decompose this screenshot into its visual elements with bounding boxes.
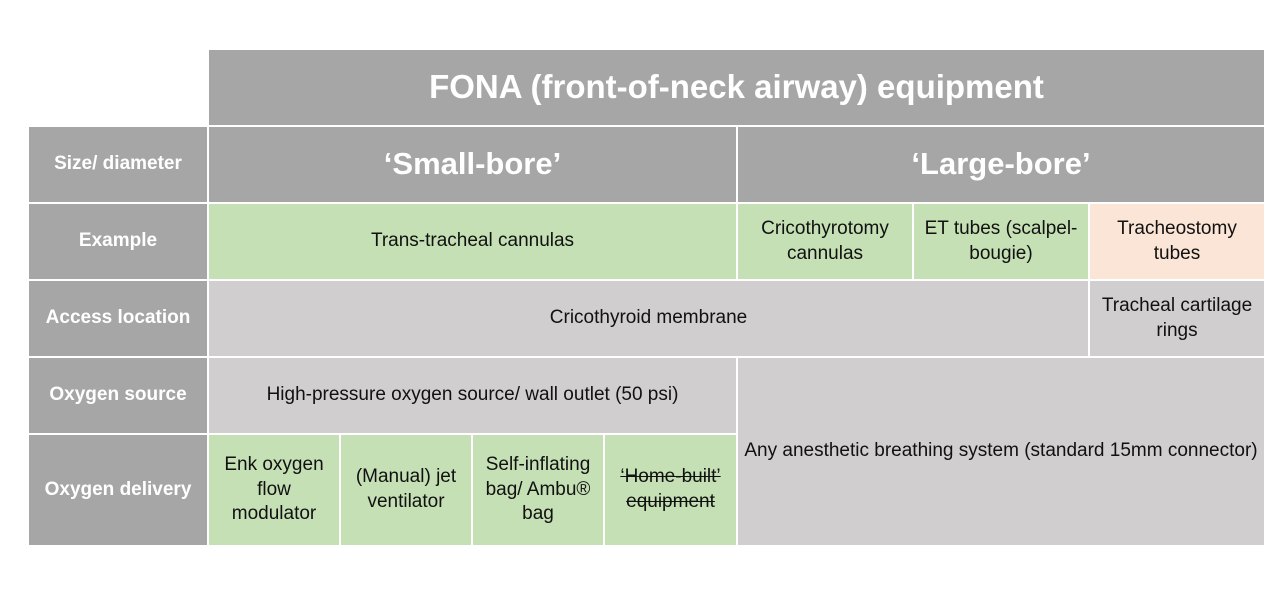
access-cricothyroid: Cricothyroid membrane bbox=[209, 281, 1088, 356]
fona-equipment-table bbox=[29, 50, 1258, 538]
row-label-access-location: Access location bbox=[29, 281, 207, 356]
row-label-size-diameter: Size/ diameter bbox=[29, 127, 207, 202]
small-bore-header: ‘Small-bore’ bbox=[209, 127, 736, 202]
oxygen-source-high-pressure: High-pressure oxygen source/ wall outlet (50 psi) bbox=[209, 358, 736, 433]
example-tracheostomy: Tracheostomy tubes bbox=[1090, 204, 1264, 279]
delivery-self-inflating: Self-inflating bag/ Ambu® bag bbox=[473, 435, 603, 545]
example-trans-tracheal: Trans-tracheal cannulas bbox=[209, 204, 736, 279]
row-label-example: Example bbox=[29, 204, 207, 279]
table-title: FONA (front-of-neck airway) equipment bbox=[209, 50, 1264, 125]
example-et-tubes: ET tubes (scalpel-bougie) bbox=[914, 204, 1088, 279]
delivery-manual-jet: (Manual) jet ventilator bbox=[341, 435, 471, 545]
access-tracheal-rings: Tracheal cartilage rings bbox=[1090, 281, 1264, 356]
delivery-enk: Enk oxygen flow modulator bbox=[209, 435, 339, 545]
oxygen-any-breathing-system: Any anesthetic breathing system (standard 15mm connector) bbox=[738, 358, 1264, 545]
example-cricothyrotomy: Cricothyrotomy cannulas bbox=[738, 204, 912, 279]
delivery-home-built: ‘Home-built’ equipment bbox=[605, 435, 736, 545]
large-bore-header: ‘Large-bore’ bbox=[738, 127, 1264, 202]
row-label-oxygen-source: Oxygen source bbox=[29, 358, 207, 433]
row-label-oxygen-delivery: Oxygen delivery bbox=[29, 435, 207, 545]
